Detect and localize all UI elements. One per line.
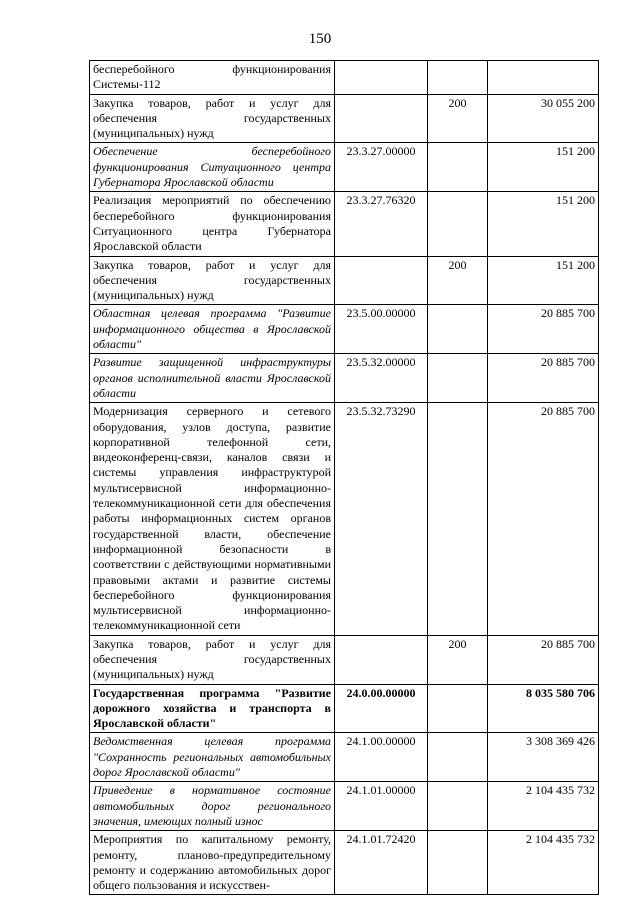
- budget-table-body: [90, 61, 599, 895]
- amount-cell: 20 885 700: [488, 305, 599, 354]
- item-name-cell: Приведение в нормативное состояние автомобильных дорог регионального значения, имеющих полный износ: [90, 782, 335, 831]
- item-name-cell: Закупка товаров, работ и услуг для обеспечения государственных (муниципальных) нужд: [90, 94, 335, 143]
- item-name-cell: Обеспечение бесперебойного функционирования Ситуационного центра Губернатора Ярославской области: [90, 143, 335, 192]
- target-code-cell: [335, 94, 428, 143]
- amount-cell: 30 055 200: [488, 94, 599, 143]
- expense-type-cell: [428, 143, 488, 192]
- table-row: [90, 305, 599, 354]
- table-row: [90, 256, 599, 305]
- expense-type-cell: [428, 684, 488, 733]
- expense-type-cell: [428, 61, 488, 95]
- target-code-cell: [335, 635, 428, 684]
- item-name-cell: Развитие защищенной инфраструктуры органов исполнительной власти Ярославской области: [90, 354, 335, 403]
- target-code-cell: 24.0.00.00000: [335, 684, 428, 733]
- amount-cell: 151 200: [488, 256, 599, 305]
- table-row: [90, 635, 599, 684]
- target-code-cell: 24.1.01.72420: [335, 831, 428, 895]
- expense-type-cell: 200: [428, 635, 488, 684]
- target-code-cell: 23.5.32.00000: [335, 354, 428, 403]
- table-row: [90, 192, 599, 256]
- expense-type-cell: 200: [428, 94, 488, 143]
- amount-cell: 3 308 369 426: [488, 733, 599, 782]
- amount-cell: 151 200: [488, 143, 599, 192]
- expense-type-cell: [428, 305, 488, 354]
- table-row: [90, 61, 599, 95]
- target-code-cell: 23.3.27.76320: [335, 192, 428, 256]
- expense-type-cell: [428, 831, 488, 895]
- table-row: [90, 782, 599, 831]
- item-name-cell: Ведомственная целевая программа "Сохранность региональных автомобильных дорог Ярославской области": [90, 733, 335, 782]
- amount-cell: 20 885 700: [488, 403, 599, 635]
- expense-type-cell: [428, 733, 488, 782]
- table-row: [90, 733, 599, 782]
- table-row: [90, 403, 599, 635]
- item-name-cell: Закупка товаров, работ и услуг для обеспечения государственных (муниципальных) нужд: [90, 256, 335, 305]
- budget-table: [89, 60, 599, 895]
- item-name-cell: Мероприятия по капитальному ремонту, ремонту, планово-предупредительному ремонту и содержанию автомобильных дорог общего пользования и искусствен-: [90, 831, 335, 895]
- item-name-cell: Государственная программа "Развитие дорожного хозяйства и транспорта в Ярославской области": [90, 684, 335, 733]
- item-name-cell: Закупка товаров, работ и услуг для обеспечения государственных (муниципальных) нужд: [90, 635, 335, 684]
- target-code-cell: [335, 61, 428, 95]
- item-name-cell: Областная целевая программа "Развитие информационного общества в Ярославской области": [90, 305, 335, 354]
- item-name-cell: бесперебойного функционирования Системы-112: [90, 61, 335, 95]
- target-code-cell: 23.5.32.73290: [335, 403, 428, 635]
- amount-cell: 20 885 700: [488, 635, 599, 684]
- expense-type-cell: [428, 403, 488, 635]
- table-row: [90, 831, 599, 895]
- target-code-cell: [335, 256, 428, 305]
- target-code-cell: 24.1.00.00000: [335, 733, 428, 782]
- amount-cell: 2 104 435 732: [488, 831, 599, 895]
- expense-type-cell: 200: [428, 256, 488, 305]
- expense-type-cell: [428, 192, 488, 256]
- table-row: [90, 94, 599, 143]
- amount-cell: [488, 61, 599, 95]
- target-code-cell: 24.1.01.00000: [335, 782, 428, 831]
- table-row: [90, 143, 599, 192]
- target-code-cell: 23.3.27.00000: [335, 143, 428, 192]
- amount-cell: 8 035 580 706: [488, 684, 599, 733]
- item-name-cell: Реализация мероприятий по обеспечению бесперебойного функционирования Ситуационного центра Губернатора Ярославской области: [90, 192, 335, 256]
- amount-cell: 151 200: [488, 192, 599, 256]
- amount-cell: 2 104 435 732: [488, 782, 599, 831]
- page-number: 150: [308, 31, 332, 47]
- expense-type-cell: [428, 782, 488, 831]
- expense-type-cell: [428, 354, 488, 403]
- table-row: [90, 354, 599, 403]
- amount-cell: 20 885 700: [488, 354, 599, 403]
- table-row: [90, 684, 599, 733]
- item-name-cell: Модернизация серверного и сетевого оборудования, узлов доступа, развитие корпоративной телефонной сети, видеоконференц-связи, каналов связи и системы управления инфраструктурой мультисервисной информационно-телекоммуникационной сети для обеспечения работы информационных систем органов государственной власти, обеспечение информационной безопасности в соответствии с действующими нормативными правовыми актами и развитие системы бесперебойного функционирования мультисервисной информационно-телекоммуникационной сети: [90, 403, 335, 635]
- target-code-cell: 23.5.00.00000: [335, 305, 428, 354]
